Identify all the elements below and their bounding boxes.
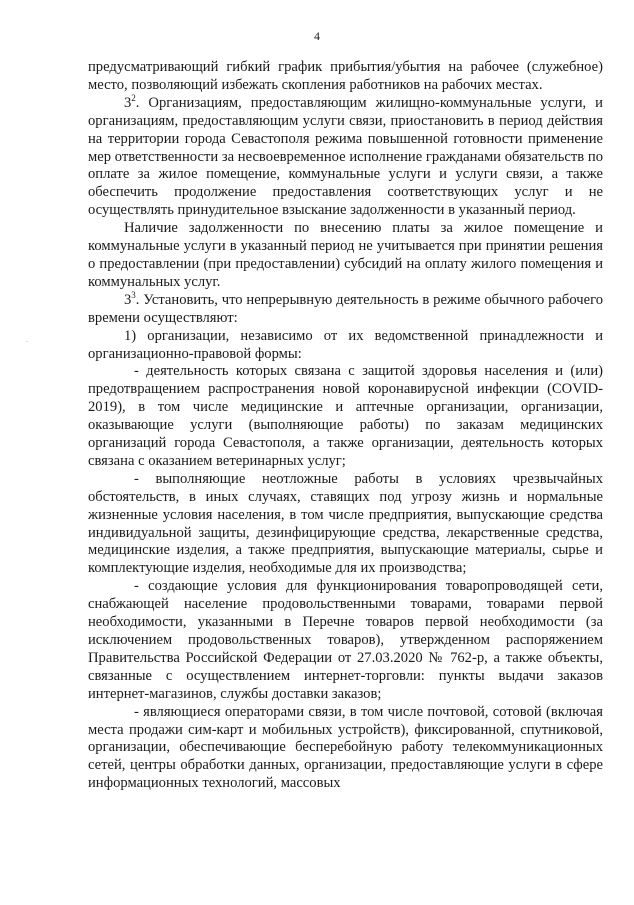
page-number: 4 [314, 29, 320, 43]
paragraph-1: предусматривающий гибкий график прибытия/убытия на рабочее (служебное) место, позволяющий избежать скопления работников на рабочих местах. [88, 59, 603, 93]
paragraph-trade: - создающие условия для функционирования товаропроводящей сети, снабжающей население продовольственными товарами, товарами первой необходимости, указанными в Перечне товаров первой необходимости (за исключением продовольственных товаров), утвержденном распоряжением Правительства Российской Федерации от 27.03.2020 № 762-р, а также объекты, связанные с осуществлением интернет-торговли: пункты выдачи заказов интернет-магазинов, службы доставки заказов; [88, 578, 603, 702]
paragraph-item-1: 1) организации, независимо от их ведомственной принадлежности и организационно-правовой формы: [88, 327, 603, 362]
paragraph-3-2: $3^2$. Организациям, предоставляющим жилищно-коммунальные услуги, и организациям, предоставляющим услуги связи, приостановить в период действия на территории города Севастополя режима повышенной готовности применение мер ответственности за несвоевременное исполнение гражданами обязательств по оплате за жилое помещение, коммунальные услуги и услуги связи, а также обеспечить продолжение предоставления соответствующих услуг и не осуществлять принудительное взыскание задолженности в указанный период. [88, 92, 603, 219]
paragraph-3-3: $3^3$. Установить, что непрерывную деятельность в режиме обычного рабочего времени осуществляют: [88, 289, 603, 326]
paragraph-health: - деятельность которых связана с защитой здоровья населения и (или) предотвращением распространения новой коронавирусной инфекции (COVID-2019), в том числе медицинские и аптечные организации, организации, оказывающие услуги (выполняющие работы) по заказам медицинских организаций города Севастополя, а также организации, деятельность которых связана с оказанием ветеринарных услуг; [88, 363, 603, 469]
scan-mark: · [21, 340, 31, 343]
document-body [88, 59, 603, 793]
paragraph-debt: Наличие задолженности по внесению платы за жилое помещение и коммунальные услуги в указанный период не учитывается при принятии решения о предоставлении (при предоставлении) субсидий на оплату жилого помещения и коммунальных услуг. [88, 220, 603, 290]
paragraph-telecom: - являющиеся операторами связи, в том числе почтовой, сотовой (включая места продажи сим-карт и мобильных устройств), фиксированной, спутниковой, организации, обеспечивающие бесперебойную работу телекоммуникационных сетей, центры обработки данных, организации, предоставляющие услуги в сфере информационных технологий, массовых [88, 703, 603, 792]
paragraph-emergency: - выполняющие неотложные работы в условиях чрезвычайных обстоятельств, в иных случаях, ставящих под угрозу жизнь и нормальные жизненные условия населения, в том числе предприятия, выпускающие средства индивидуальной защиты, дезинфицирующие средства, лекарственные средства, медицинские изделия, а также предприятия, выпускающие материалы, сырье и комплектующие изделия, необходимые для их производства; [88, 470, 603, 577]
